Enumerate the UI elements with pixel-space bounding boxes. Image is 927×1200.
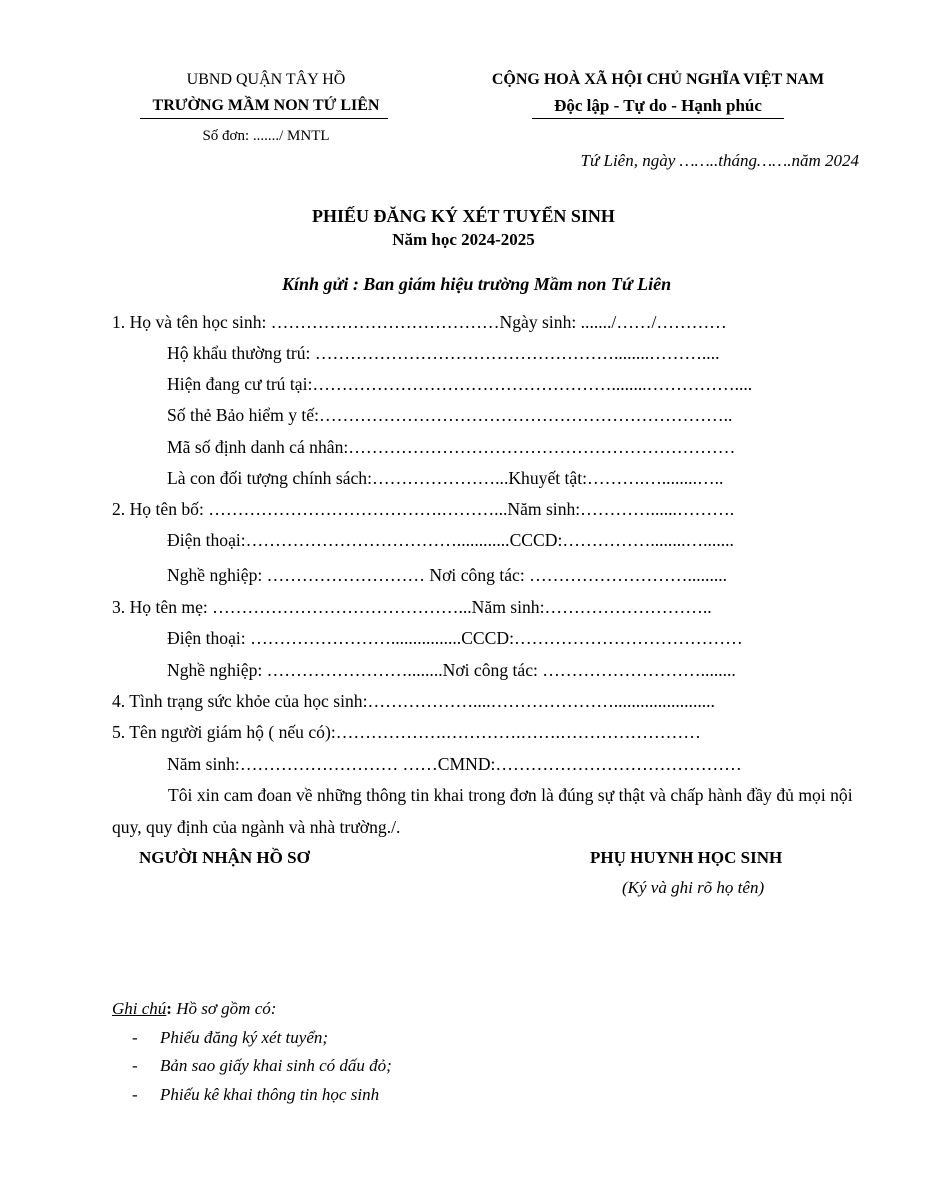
- school-year: Năm học 2024-2025: [392, 230, 535, 249]
- form-line-mother-name: 3. Họ tên mẹ: ……………………………………...Năm sinh:………………………..: [112, 597, 712, 617]
- notes-colon: :: [166, 999, 172, 1018]
- authority-name: UBND QUẬN TÂY HỒ: [186, 71, 346, 88]
- form-line-personal-id: Mã số định danh cá nhân:…………………………………………………………: [167, 437, 736, 457]
- notes-heading: [112, 999, 276, 1019]
- form-line-mother-phone: Điện thoại: ……………………................CCCD:…………………………………: [167, 628, 743, 648]
- country-name: CỘNG HOÀ XÃ HỘI CHỦ NGHĨA VIỆT NAM: [491, 71, 825, 88]
- school-name: TRƯỜNG MẦM NON TỨ LIÊN: [152, 97, 380, 114]
- note-item: - Phiếu kê khai thông tin học sinh: [132, 1085, 380, 1104]
- form-title: PHIẾU ĐĂNG KÝ XÉT TUYỂN SINH: [312, 206, 615, 226]
- form-line-student-name: 1. Họ và tên học sinh: …………………………………Ngày sinh: ......./……/…………: [112, 312, 727, 332]
- form-line-mother-job: Nghề nghiệp: ……………………........Nơi công tác: ………………………........: [167, 660, 736, 680]
- parent-signature-label: PHỤ HUYNH HỌC SINH: [590, 848, 783, 867]
- notes-label: Ghi chú: [112, 999, 167, 1018]
- national-motto: Độc lập - Tự do - Hạnh phúc: [554, 96, 762, 115]
- form-line-father-phone: Điện thoại:………………………………............CCCD:……………........….......: [167, 530, 734, 550]
- commitment-paragraph: Tôi xin cam đoan về những thông tin khai trong đơn là đúng sự thật và chấp hành đầy đủ mọi nội quy, quy định của ngành và nhà trường./.: [112, 785, 853, 837]
- parent-signature-note: (Ký và ghi rõ họ tên): [622, 878, 765, 897]
- motto-rule: [532, 118, 784, 119]
- form-line-health-insurance: Số thẻ Bảo hiểm y tế:……………………………………………………………..: [167, 405, 733, 425]
- note-item: - Bản sao giấy khai sinh có dấu đỏ;: [132, 1056, 392, 1075]
- recipient-line: Kính gửi : Ban giám hiệu trường Mầm non Tứ Liên: [282, 274, 672, 294]
- form-line-current-residence: Hiện đang cư trú tại:……………………………………………........……………....: [167, 374, 753, 394]
- form-line-policy-disability: Là con đối tượng chính sách:…………………...Khuyết tật:……….…........…..: [167, 468, 724, 488]
- form-line-health-status: 4. Tình trạng sức khỏe của học sinh:………………....………………….......................: [112, 691, 715, 711]
- form-line-guardian-name: 5. Tên người giám hộ ( nếu có):……………….………….…….……………………: [112, 722, 701, 742]
- school-name-rule: [140, 118, 388, 119]
- notes-intro: Hồ sơ gồm có:: [171, 999, 277, 1018]
- form-line-guardian-birth-id: Năm sinh:……………………… ……CMND:……………………………………: [167, 754, 742, 774]
- document-number: Số đơn: ......./ MNTL: [202, 128, 330, 144]
- place-and-date: Tứ Liên, ngày ……..tháng…….năm 2024: [580, 151, 859, 170]
- note-item: - Phiếu đăng ký xét tuyển;: [132, 1028, 329, 1047]
- receiver-signature-label: NGƯỜI NHẬN HỒ SƠ: [139, 848, 310, 867]
- form-line-father-name: 2. Họ tên bố: ………………………………….………...Năm sinh:…………......……….: [112, 499, 735, 519]
- form-line-father-job: Nghề nghiệp: ……………………… Nơi công tác: ……………………….........: [167, 565, 728, 585]
- form-line-permanent-residence: Hộ khẩu thường trú: ……………………………………………........………....: [167, 343, 720, 363]
